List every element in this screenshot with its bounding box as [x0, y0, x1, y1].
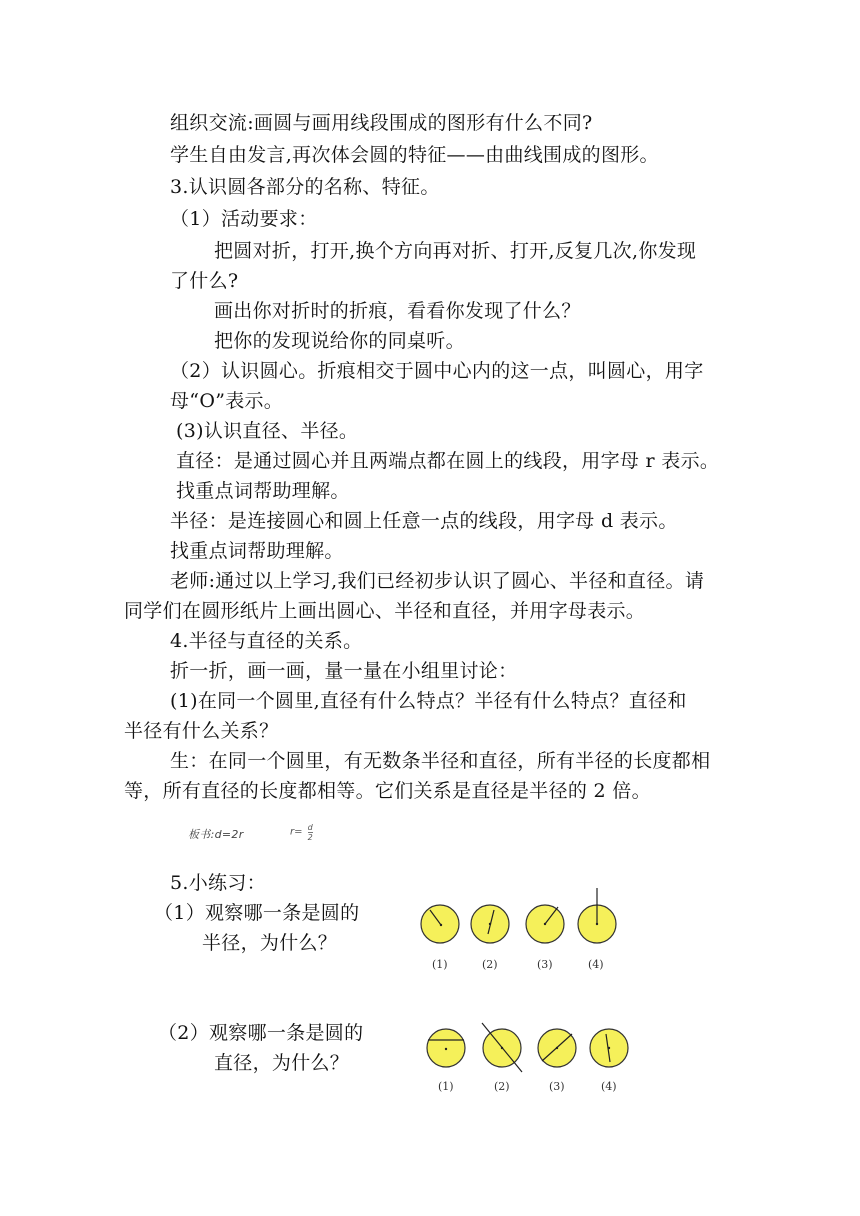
practice-q1-line2: 半径，为什么？	[202, 932, 338, 954]
section-heading: 4.半径与直径的关系。	[170, 630, 363, 652]
text-line: 把圆对折，打开,换个方向再对折、打开,反复几次,你发现	[214, 240, 697, 262]
text-line: 画出你对折时的折痕，看看你发现了什么？	[214, 300, 581, 322]
text-line: (1)在同一个圆里,直径有什么特点？半径有什么特点？直径和	[170, 690, 687, 712]
diameter-figure	[410, 1014, 640, 1114]
radius-label-2: (2)	[482, 958, 498, 971]
practice-q2-line2: 直径，为什么？	[214, 1052, 350, 1074]
text-line: 直径：是通过圆心并且两端点都在圆上的线段，用字母 r 表示。	[176, 450, 720, 472]
radius-circle-2	[471, 905, 509, 943]
radius-circle-1	[421, 905, 459, 943]
radius-label-1: (1)	[432, 958, 448, 971]
board-note: 板书:d=2r	[188, 828, 244, 841]
diameter-label-3: (3)	[549, 1080, 565, 1093]
text-line: 折一折，画一画，量一量在小组里讨论：	[170, 660, 518, 682]
text-line: 组织交流:画圆与画用线段围成的图形有什么不同?	[170, 112, 593, 134]
text-line: （1）活动要求：	[170, 208, 318, 230]
section-heading: 3.认识圆各部分的名称、特征。	[170, 176, 440, 198]
text-line: 同学们在圆形纸片上画出圆心、半径和直径，并用字母表示。	[124, 600, 646, 622]
text-line: 半径：是连接圆心和圆上任意一点的线段，用字母 d 表示。	[170, 510, 678, 532]
diameter-label-1: (1)	[438, 1080, 454, 1093]
diameter-circle-3	[538, 1029, 576, 1067]
radius-circle-4	[578, 888, 616, 943]
text-line: 找重点词帮助理解。	[170, 540, 344, 562]
radius-label-3: (3)	[537, 958, 553, 971]
text-line: 半径有什么关系？	[124, 720, 279, 742]
practice-title: 5.小练习：	[170, 872, 266, 894]
board-formula	[290, 822, 313, 842]
text-line: 找重点词帮助理解。	[176, 480, 350, 502]
text-line: 生：在同一个圆里，有无数条半径和直径，所有半径的长度都相	[170, 750, 711, 772]
diameter-circle-2	[482, 1023, 522, 1072]
text-line: （2）认识圆心。折痕相交于圆中心内的这一点，叫圆心，用字	[170, 360, 704, 382]
diameter-label-2: (2)	[494, 1080, 510, 1093]
formula-numerator: d	[307, 823, 313, 832]
diameter-label-4: (4)	[601, 1080, 617, 1093]
practice-q2-line1: （2）观察哪一条是圆的	[158, 1022, 364, 1044]
text-line: 了什么?	[170, 270, 239, 292]
diameter-circle-4	[590, 1029, 628, 1067]
formula-fraction	[308, 823, 313, 842]
radius-figure	[410, 882, 630, 982]
text-line: 学生自由发言,再次体会圆的特征——由曲线围成的图形。	[170, 144, 659, 166]
text-line: (3)认识直径、半径。	[176, 420, 359, 442]
formula-denominator: 2	[307, 833, 313, 842]
text-line: 老师:通过以上学习,我们已经初步认识了圆心、半径和直径。请	[170, 570, 705, 592]
radius-circle-3	[526, 905, 564, 943]
text-line: 母“O”表示。	[170, 390, 284, 412]
text-line: 等，所有直径的长度都相等。它们关系是直径是半径的 2 倍。	[124, 780, 651, 802]
text-line: 把你的发现说给你的同桌听。	[214, 330, 465, 352]
radius-label-4: (4)	[588, 958, 604, 971]
practice-q1-line1: （1）观察哪一条是圆的	[154, 902, 360, 924]
diameter-circle-1	[427, 1029, 465, 1067]
formula-r: r=	[290, 826, 303, 838]
